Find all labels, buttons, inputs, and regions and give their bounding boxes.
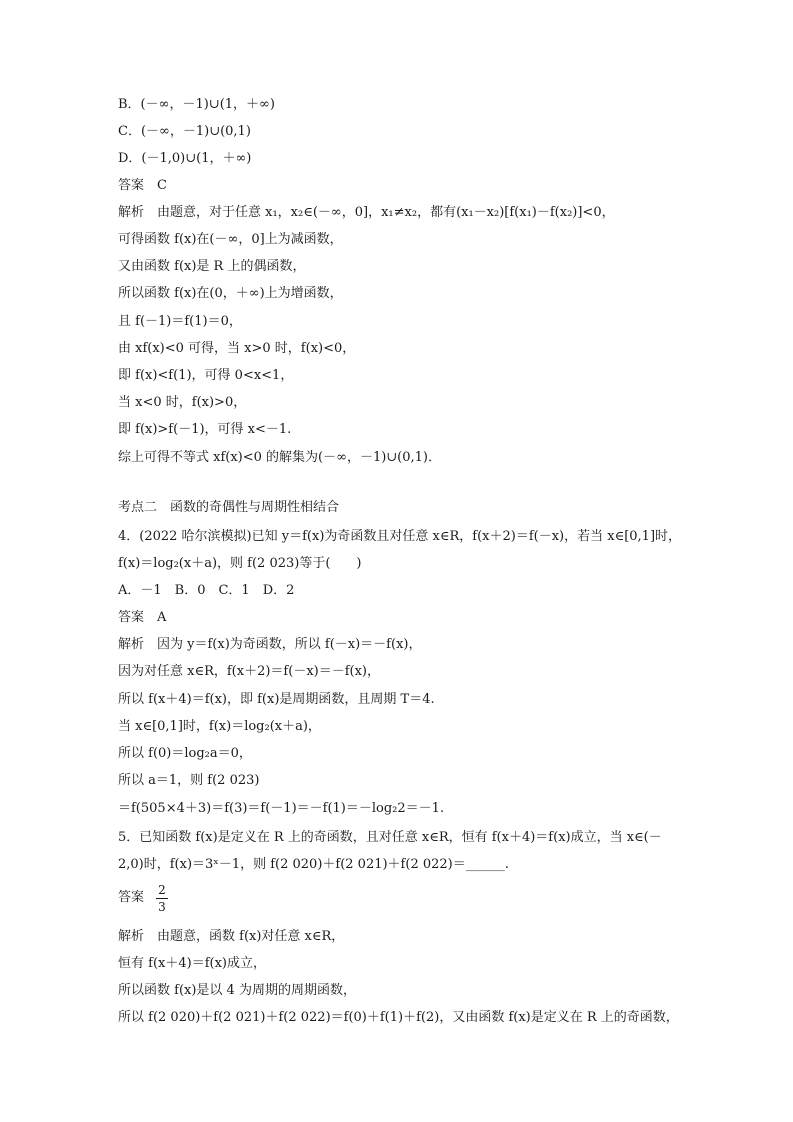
answer-4: 答案 A: [118, 610, 167, 625]
question-5-line-1: 5．已知函数 f(x)是定义在 R 上的奇函数，且对任意 x∈R，恒有 f(x＋4)＝f(x)成立，当 x∈(－: [118, 830, 662, 845]
solution-3-line-3: 又由函数 f(x)是 R 上的偶函数，: [118, 259, 306, 274]
question-4-line-2: f(x)＝log₂(x＋a)，则 f(2 023)等于( ): [118, 556, 362, 571]
solution-3-line-1: 解析 由题意，对于任意 x₁，x₂∈(－∞，0]，x₁≠x₂，都有(x₁－x₂)[f(x₁)－f(x₂)]<0，: [118, 205, 615, 220]
option-d: D．(－1,0)∪(1，＋∞): [118, 151, 252, 166]
solution-3-line-2: 可得函数 f(x)在(－∞，0]上为减函数，: [118, 232, 343, 247]
solution-5-line-4: 所以 f(2 020)＋f(2 021)＋f(2 022)＝f(0)＋f(1)＋f(2)，又由函数 f(x)是定义在 R 上的奇函数，: [118, 1010, 679, 1025]
solution-5-line-3: 所以函数 f(x)是以 4 为周期的周期函数，: [118, 983, 356, 998]
solution-4-line-1: 解析 因为 y＝f(x)为奇函数，所以 f(－x)＝－f(x)，: [118, 637, 422, 652]
solution-3-line-6: 由 xf(x)<0 可得，当 x>0 时，f(x)<0，: [118, 341, 356, 356]
solution-3-line-5: 且 f(－1)＝f(1)＝0，: [118, 314, 242, 329]
question-5-line-2: 2,0)时，f(x)＝3ˣ－1，则 f(2 020)＋f(2 021)＋f(2 022)＝______.: [118, 857, 509, 872]
solution-3-conclusion: 综上可得不等式 xf(x)<0 的解集为(－∞，－1)∪(0,1)．: [118, 450, 442, 465]
question-4-line-1: 4．(2022 哈尔滨模拟)已知 y＝f(x)为奇函数且对任意 x∈R，f(x＋2)＝f(－x)，若当 x∈[0,1]时，: [118, 529, 682, 544]
fraction-denominator: 3: [158, 900, 166, 914]
section-heading: 考点二 函数的奇偶性与周期性相结合: [118, 500, 340, 515]
solution-3-line-8: 当 x<0 时，f(x)>0，: [118, 395, 247, 410]
answer-3: 答案 C: [118, 178, 167, 193]
option-c: C．(－∞，－1)∪(0,1): [118, 124, 251, 139]
solution-5-line-1: 解析 由题意，函数 f(x)对任意 x∈R，: [118, 929, 345, 944]
solution-3-line-4: 所以函数 f(x)在(0，＋∞)上为增函数，: [118, 286, 343, 301]
solution-4-line-5: 所以 f(0)＝log₂a＝0，: [118, 746, 252, 761]
solution-4-line-7: ＝f(505×4＋3)＝f(3)＝f(－1)＝－f(1)＝－log₂2＝－1.: [118, 801, 445, 816]
solution-4-line-6: 所以 a＝1，则 f(2 023): [118, 773, 260, 788]
solution-4-line-3: 所以 f(x＋4)＝f(x)，即 f(x)是周期函数，且周期 T＝4.: [118, 692, 435, 707]
fraction-bar: [156, 898, 168, 899]
solution-4-line-2: 因为对任意 x∈R，f(x＋2)＝f(－x)＝－f(x)，: [118, 664, 381, 679]
answer-5-label: 答案: [118, 890, 145, 905]
answer-5-fraction: [156, 883, 168, 914]
question-4-options: A．－1 B．0 C．1 D．2: [118, 583, 295, 598]
option-b: B．(－∞，－1)∪(1，＋∞): [118, 97, 275, 112]
solution-3-line-9: 即 f(x)>f(－1)，可得 x<－1.: [118, 422, 292, 437]
solution-3-line-7: 即 f(x)<f(1)，可得 0<x<1，: [118, 368, 294, 383]
solution-4-line-4: 当 x∈[0,1]时，f(x)＝log₂(x＋a)，: [118, 719, 321, 734]
fraction-numerator: 2: [158, 883, 166, 897]
solution-5-line-2: 恒有 f(x＋4)＝f(x)成立，: [118, 956, 266, 971]
